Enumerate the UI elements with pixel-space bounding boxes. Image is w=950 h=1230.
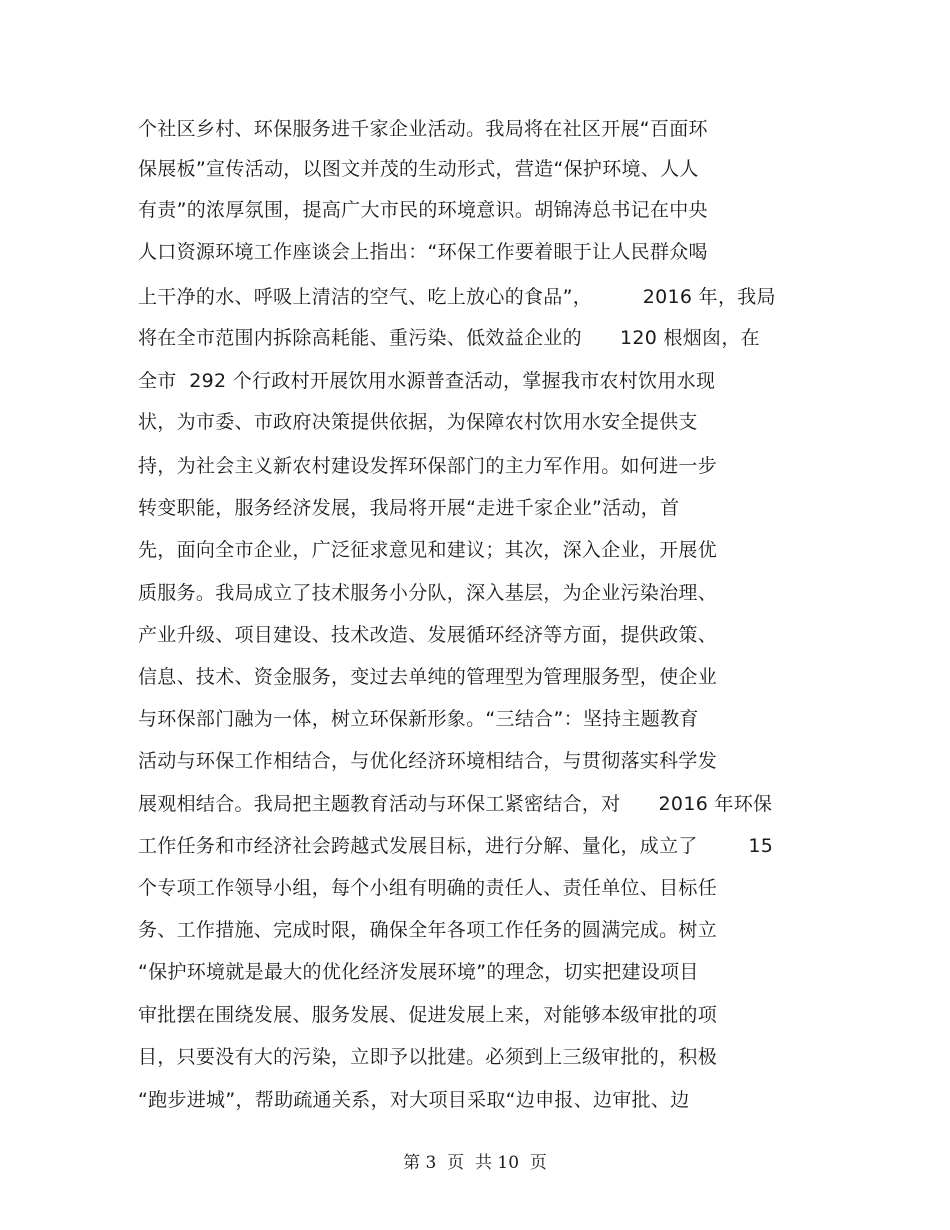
body-text-line: 全市 292 个行政村开展饮用水源普查活动，掌握我市农村饮用水现 <box>138 370 716 392</box>
body-text-line: 保展板”宣传活动，以图文并茂的生动形式，营造“保护环境、人人 <box>138 158 699 180</box>
body-text-line: 工作任务和市经济社会跨越式发展目标，进行分解、量化，成立了 15 <box>138 835 774 857</box>
body-text-line: 个社区乡村、环保服务进千家企业活动。我局将在社区开展“百面环 <box>138 118 708 140</box>
body-text-line: 务、工作措施、完成时限，确保全年各项工作任务的圆满完成。树立 <box>138 919 718 941</box>
body-text-line: 先，面向全市企业，广泛征求意见和建议；其次，深入企业，开展优 <box>138 539 718 561</box>
body-text-line: 活动与环保工作相结合，与优化经济环境相结合，与贯彻落实科学发 <box>138 750 718 772</box>
body-text-line: “保护环境就是最大的优化经济发展环境”的理念，切实把建设项目 <box>138 961 699 983</box>
body-text-line: 上干净的水、呼吸上清洁的空气、吃上放心的食品”， 2016 年，我局 <box>138 286 776 308</box>
body-text-line: 产业升级、项目建设、技术改造、发展循环经济等方面，提供政策、 <box>138 624 718 646</box>
body-text-line: 有责”的浓厚氛围，提高广大市民的环境意识。胡锦涛总书记在中央 <box>138 199 708 221</box>
page-number-footer: 第 3 页 共 10 页 <box>403 1153 547 1173</box>
body-text-line: 转变职能，服务经济发展，我局将开展“走进千家企业”活动，首 <box>138 497 680 519</box>
body-text-line: 将在全市范围内拆除高耗能、重污染、低效益企业的 120 根烟囱，在 <box>138 327 760 349</box>
body-text-line: “跑步进城”，帮助疏通关系，对大项目采取“边申报、边审批、边 <box>138 1089 690 1111</box>
body-text-line: 人口资源环境工作座谈会上指出：“环保工作要着眼于让人民群众喝 <box>138 241 708 263</box>
body-text-line: 审批摆在围绕发展、服务发展、促进发展上来，对能够本级审批的项 <box>138 1004 718 1026</box>
body-text-line: 状，为市委、市政府决策提供依据，为保障农村饮用水安全提供支 <box>138 411 698 433</box>
body-text-line: 持，为社会主义新农村建设发挥环保部门的主力军作用。如何进一步 <box>138 455 718 477</box>
body-text-line: 与环保部门融为一体，树立环保新形象。“三结合”：坚持主题教育 <box>138 708 699 730</box>
body-text-line: 展观相结合。我局把主题教育活动与环保工紧密结合，对 2016 年环保 <box>138 793 773 815</box>
body-text-line: 个专项工作领导小组，每个小组有明确的责任人、责任单位、目标任 <box>138 877 718 899</box>
body-text-line: 信息、技术、资金服务，变过去单纯的管理型为管理服务型，使企业 <box>138 666 718 688</box>
body-text-line: 目，只要没有大的污染，立即予以批建。必须到上三级审批的，积极 <box>138 1046 718 1068</box>
body-text-line: 质服务。我局成立了技术服务小分队，深入基层，为企业污染治理、 <box>138 582 718 604</box>
